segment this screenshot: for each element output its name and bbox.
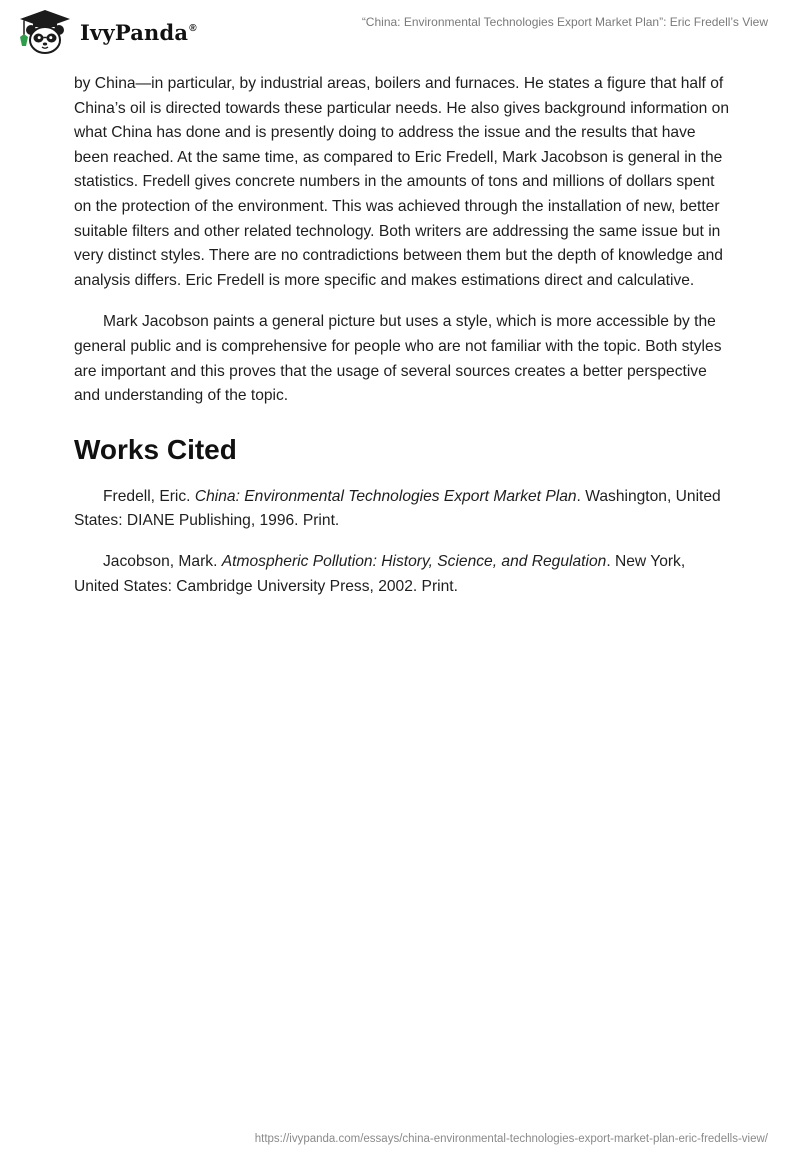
panda-graduate-icon — [14, 8, 76, 56]
document-title: “China: Environmental Technologies Export Market Plan”: Eric Fredell’s View — [361, 15, 768, 29]
source-url-link[interactable]: https://ivypanda.com/essays/china-environmental-technologies-export-market-plan-eric-fredells-view/ — [254, 1133, 768, 1145]
citation-entry — [74, 550, 734, 599]
body-paragraph: Mark Jacobson paints a general picture but uses a style, which is more accessible by the general public and is comprehensive for people who are not familiar with the topic. Both styles are important and this proves that the usage of several sources creates a better perspective and understanding of the topic. — [74, 313, 722, 405]
brand-name — [80, 20, 197, 45]
citation-entry — [74, 485, 734, 534]
citation-publication: . New York, United States: Cambridge University Press, 2002. Print. — [74, 552, 686, 595]
page-header — [0, 0, 800, 64]
brand-text: IvyPanda — [80, 19, 189, 45]
works-cited-heading: Works Cited — [74, 433, 237, 465]
citation-title: Atmospheric Pollution: History, Science, and Regulation — [221, 552, 607, 570]
citation-title: China: Environmental Technologies Export Market Plan — [194, 487, 577, 505]
body-paragraph: by China—in particular, by industrial areas, boilers and furnaces. He states a figure that half of China’s oil is directed towards these particular needs. He also gives background information on what China has done and is presently doing to address the issue and the results that have been reached. At the same time, as compared to Eric Fredell, Mark Jacobson is general in the statistics. Fredell gives concrete numbers in the amounts of tons and millions of dollars spent on the protection of the environment. This was achieved through the installation of new, better suitable filters and other related technology. Both writers are addressing the same issue but in very distinct styles. There are no contradictions between them but the depth of knowledge and analysis differs. Eric Fredell is more specific and makes estimations direct and calculative. — [74, 75, 730, 289]
citation-publication: . Washington, United States: DIANE Publishing, 1996. Print. — [74, 487, 721, 530]
ivypanda-logo[interactable] — [14, 8, 197, 56]
registered-mark: ® — [189, 22, 197, 34]
citation-author: Jacobson, Mark. — [103, 552, 222, 570]
citation-author: Fredell, Eric. — [103, 487, 195, 505]
essay-content — [74, 72, 734, 615]
